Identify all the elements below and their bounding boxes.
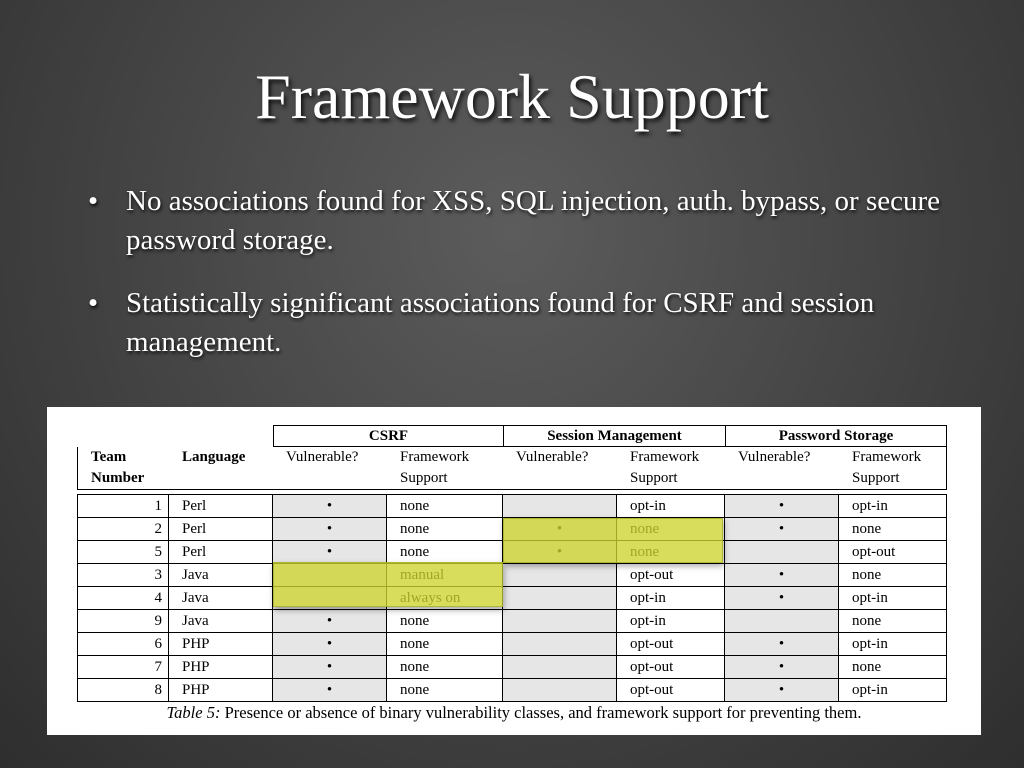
cell-password-vulnerable	[725, 541, 839, 564]
cell-language: Perl	[169, 494, 273, 518]
cell-team-number: 1	[77, 494, 169, 518]
cell-csrf-vulnerable: •	[273, 494, 387, 518]
cell-csrf-vulnerable: •	[273, 610, 387, 633]
table-figure	[47, 407, 981, 735]
cell-csrf-vulnerable: •	[273, 656, 387, 679]
cell-csrf-framework: none	[387, 679, 503, 702]
cell-language: Java	[169, 610, 273, 633]
col-header-language: Language	[169, 447, 273, 490]
cell-session-framework: opt-in	[617, 587, 725, 610]
cell-session-framework: opt-in	[617, 610, 725, 633]
cell-session-vulnerable	[503, 656, 617, 679]
cell-team-number: 8	[77, 679, 169, 702]
cell-team-number: 4	[77, 587, 169, 610]
cell-csrf-framework: none	[387, 518, 503, 541]
bullet-item	[88, 182, 948, 260]
cell-language: PHP	[169, 656, 273, 679]
col-header-vulnerable: Vulnerable?	[725, 447, 839, 490]
table-row	[77, 679, 947, 702]
cell-password-vulnerable: •	[725, 494, 839, 518]
col-header-vulnerable: Vulnerable?	[273, 447, 387, 490]
table-row	[77, 564, 947, 587]
bullet-dot-icon: •	[88, 185, 99, 217]
bullet-text: Statistically significant associations found for CSRF and session management.	[126, 287, 875, 358]
caption-label: Table 5:	[166, 703, 221, 722]
cell-password-vulnerable: •	[725, 564, 839, 587]
caption-text: Presence or absence of binary vulnerability classes, and framework support for preventing them.	[224, 703, 862, 722]
highlight-session-teams-2-5	[503, 518, 723, 563]
cell-session-framework: opt-out	[617, 633, 725, 656]
cell-csrf-framework: none	[387, 656, 503, 679]
cell-session-framework: opt-in	[617, 494, 725, 518]
cell-password-vulnerable: •	[725, 518, 839, 541]
table-row	[77, 494, 947, 518]
cell-csrf-vulnerable: •	[273, 633, 387, 656]
cell-team-number: 2	[77, 518, 169, 541]
cell-password-framework: none	[839, 564, 947, 587]
cell-password-framework: none	[839, 518, 947, 541]
results-table	[77, 425, 947, 702]
cell-password-framework: opt-in	[839, 633, 947, 656]
cell-team-number: 9	[77, 610, 169, 633]
col-header-team: Team Number	[77, 447, 169, 490]
slide-title: Framework Support	[255, 61, 769, 132]
bullet-item	[88, 284, 948, 362]
group-header-session: Session Management	[503, 425, 725, 447]
group-header-csrf: CSRF	[273, 425, 503, 447]
group-header-password: Password Storage	[725, 425, 947, 447]
col-header-framework: Framework Support	[839, 447, 947, 490]
cell-password-framework: none	[839, 656, 947, 679]
cell-password-framework: opt-in	[839, 587, 947, 610]
cell-password-vulnerable: •	[725, 587, 839, 610]
cell-language: PHP	[169, 633, 273, 656]
bullet-text: No associations found for XSS, SQL injection, auth. bypass, or secure password storage.	[126, 185, 941, 256]
cell-team-number: 7	[77, 656, 169, 679]
cell-csrf-framework: none	[387, 494, 503, 518]
cell-session-vulnerable	[503, 564, 617, 587]
cell-session-vulnerable	[503, 494, 617, 518]
table-row	[77, 656, 947, 679]
cell-csrf-vulnerable: •	[273, 518, 387, 541]
cell-password-vulnerable: •	[725, 679, 839, 702]
cell-password-framework: none	[839, 610, 947, 633]
cell-language: Perl	[169, 541, 273, 564]
table-row	[77, 610, 947, 633]
cell-language: Java	[169, 587, 273, 610]
cell-csrf-framework: none	[387, 610, 503, 633]
column-header-row	[77, 447, 947, 490]
cell-session-framework: opt-out	[617, 679, 725, 702]
cell-language: Java	[169, 564, 273, 587]
col-header-framework: Framework Support	[617, 447, 725, 490]
cell-session-vulnerable	[503, 610, 617, 633]
cell-session-vulnerable	[503, 633, 617, 656]
table-caption	[47, 703, 981, 723]
cell-session-framework: opt-out	[617, 656, 725, 679]
cell-team-number: 5	[77, 541, 169, 564]
bullet-dot-icon: •	[88, 287, 99, 319]
col-header-framework: Framework Support	[387, 447, 503, 490]
cell-session-framework: opt-out	[617, 564, 725, 587]
group-header-row	[77, 425, 947, 447]
cell-language: Perl	[169, 518, 273, 541]
cell-password-framework: opt-in	[839, 494, 947, 518]
cell-csrf-vulnerable: •	[273, 679, 387, 702]
cell-password-vulnerable: •	[725, 633, 839, 656]
cell-csrf-framework: none	[387, 541, 503, 564]
table-row	[77, 633, 947, 656]
cell-team-number: 6	[77, 633, 169, 656]
cell-csrf-framework: none	[387, 633, 503, 656]
cell-session-vulnerable	[503, 587, 617, 610]
highlight-csrf-teams-3-4	[273, 562, 503, 607]
cell-password-framework: opt-in	[839, 679, 947, 702]
bullet-list	[88, 182, 948, 386]
cell-language: PHP	[169, 679, 273, 702]
col-header-vulnerable: Vulnerable?	[503, 447, 617, 490]
cell-session-vulnerable	[503, 679, 617, 702]
cell-team-number: 3	[77, 564, 169, 587]
cell-password-framework: opt-out	[839, 541, 947, 564]
table-row	[77, 587, 947, 610]
cell-password-vulnerable: •	[725, 656, 839, 679]
cell-password-vulnerable	[725, 610, 839, 633]
cell-csrf-vulnerable: •	[273, 541, 387, 564]
